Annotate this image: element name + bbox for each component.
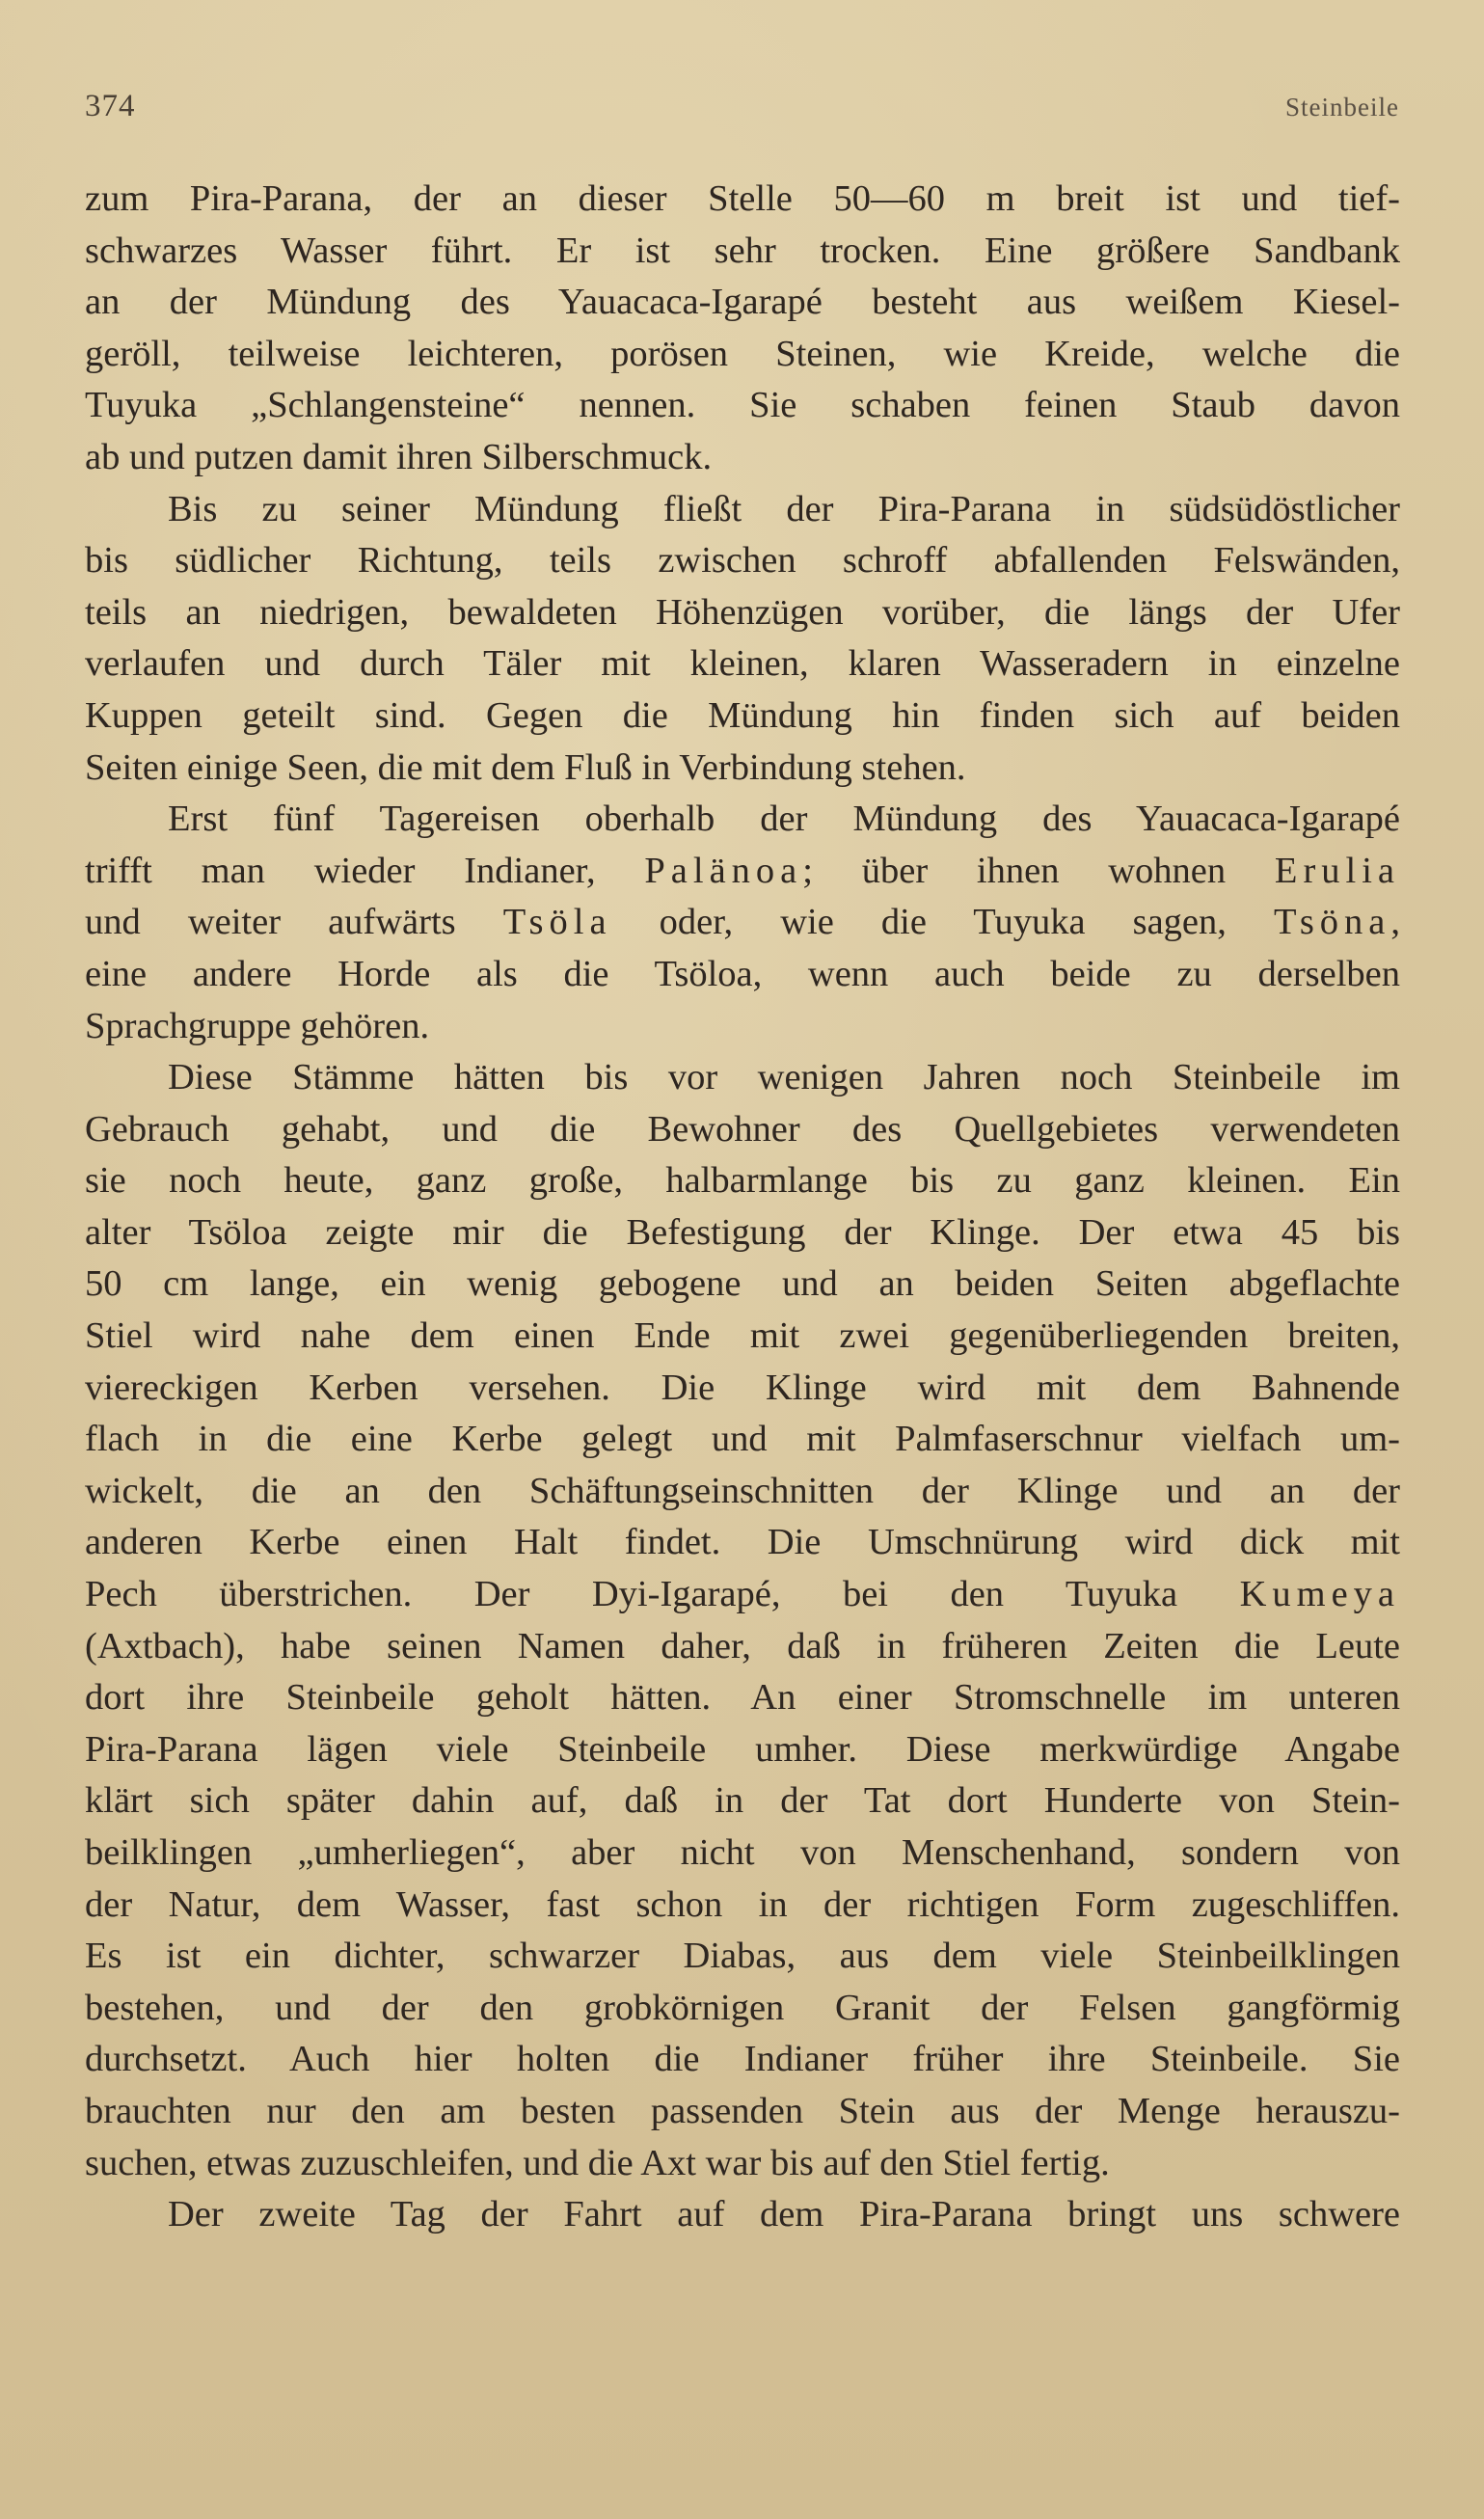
text-line: Diese Stämme hätten bis vor wenigen Jahren noch Steinbeile im [168,1057,1400,1098]
tribe-name-spaced: Tsöla [502,902,612,943]
text-fragment: oder, wie die Tuyuka sagen, [659,902,1227,943]
tribe-name-spaced: Tsöna [1273,902,1391,943]
text-line: Tuyuka „Schlangensteine“ nennen. Sie schaben feinen Staub davon [85,385,1400,426]
text-line: Der zweite Tag der Fahrt auf dem Pira-Parana bringt uns schwere [168,2194,1400,2235]
text-line: wickelt, die an den Schäftungseinschnitten der Klinge und an der [85,1470,1400,1511]
text-line: Kuppen geteilt sind. Gegen die Mündung hin finden sich auf beiden [85,694,1400,736]
text-line: Sprachgruppe gehören. [85,1005,430,1046]
text-line: beilklingen „umherliegen“, aber nicht von Menschenhand, sondern von [85,1832,1400,1873]
text-line [85,1569,1400,1621]
text-fragment: , [1390,902,1401,943]
text-line: verlaufen und durch Täler mit kleinen, klaren Wasseradern in einzelne [85,643,1400,685]
text-line: schwarzes Wasser führt. Er ist sehr trocken. Eine größere Sandbank [85,230,1400,271]
text-line: klärt sich später dahin auf, daß in der Tat dort Hunderte von Stein- [85,1780,1400,1822]
text-line: an der Mündung des Yauacaca-Igarapé besteht aus weißem Kiesel- [85,282,1400,323]
text-line: anderen Kerbe einen Halt findet. Die Umschnürung wird dick mit [85,1522,1400,1563]
text-fragment: ; über ihnen wohnen [802,850,1227,891]
text-line: geröll, teilweise leichteren, porösen Steinen, wie Kreide, welche die [85,333,1400,374]
text-line: Seiten einige Seen, die mit dem Fluß in Verbindung stehen. [85,746,966,788]
text-fragment: trifft man wieder Indianer, [85,850,596,891]
body-text [85,174,1400,2241]
text-line: brauchten nur den am besten passenden Stein aus der Menge herauszu- [85,2090,1400,2131]
text-line: Pira-Parana lägen viele Steinbeile umher. Diese merkwürdige Angabe [85,1728,1400,1770]
text-line: bis südlicher Richtung, teils zwischen schroff abfallenden Felswänden, [85,540,1400,582]
running-head: Steinbeile [1285,93,1399,122]
text-line: ab und putzen damit ihren Silberschmuck. [85,436,713,477]
text-line: Es ist ein dichter, schwarzer Diabas, aus dem viele Steinbeilklingen [85,1936,1400,1977]
text-line: zum Pira-Parana, der an dieser Stelle 50—60 m breit ist und tief- [85,178,1400,219]
text-line: flach in die eine Kerbe gelegt und mit Palmfaserschnur vielfach um- [85,1419,1400,1460]
page-header [85,89,1399,127]
text-line: (Axtbach), habe seinen Namen daher, daß in früheren Zeiten die Leute [85,1625,1400,1666]
text-line: der Natur, dem Wasser, fast schon in der richtigen Form zugeschliffen. [85,1883,1400,1925]
text-line [85,897,1400,949]
text-fragment: und weiter aufwärts [85,902,456,943]
text-line: 50 cm lange, ein wenig gebogene und an beiden Seiten abgeflachte [85,1263,1400,1305]
text-line: suchen, etwas zuzuschleifen, und die Axt war bis auf den Stiel fertig. [85,2142,1110,2183]
place-name-spaced: Kumeya [1239,1574,1400,1615]
text-line: dort ihre Steinbeile geholt hätten. An einer Stromschnelle im unteren [85,1677,1400,1719]
text-line: sie noch heute, ganz große, halbarmlange bis zu ganz kleinen. Ein [85,1160,1400,1202]
text-line: teils an niedrigen, bewaldeten Höhenzügen vorüber, die längs der Ufer [85,591,1400,633]
text-line: Erst fünf Tagereisen oberhalb der Mündung des Yauacaca-Igarapé [168,799,1400,840]
text-line: eine andere Horde als die Tsöloa, wenn auch beide zu derselben [85,953,1400,994]
text-line: Bis zu seiner Mündung fließt der Pira-Parana in südsüdöstlicher [168,488,1400,529]
text-line: Gebrauch gehabt, und die Bewohner des Quellgebietes verwendeten [85,1108,1400,1150]
text-line: alter Tsöloa zeigte mir die Befestigung der Klinge. Der etwa 45 bis [85,1211,1400,1253]
text-line: durchsetzt. Auch hier holten die Indianer früher ihre Steinbeile. Sie [85,2039,1400,2080]
text-line: Stiel wird nahe dem einen Ende mit zwei gegenüberliegenden breiten, [85,1315,1400,1357]
text-line [85,846,1400,898]
text-line: bestehen, und der den grobkörnigen Granit der Felsen gangförmig [85,1987,1400,2028]
tribe-name-spaced: Palänoa [644,850,803,891]
page-number: 374 [85,89,136,123]
text-line: viereckigen Kerben versehen. Die Klinge wird mit dem Bahnende [85,1367,1400,1408]
text-fragment: Pech überstrichen. Der Dyi-Igarapé, bei den Tuyuka [85,1574,1178,1615]
tribe-name-spaced: Erulia [1274,850,1400,891]
